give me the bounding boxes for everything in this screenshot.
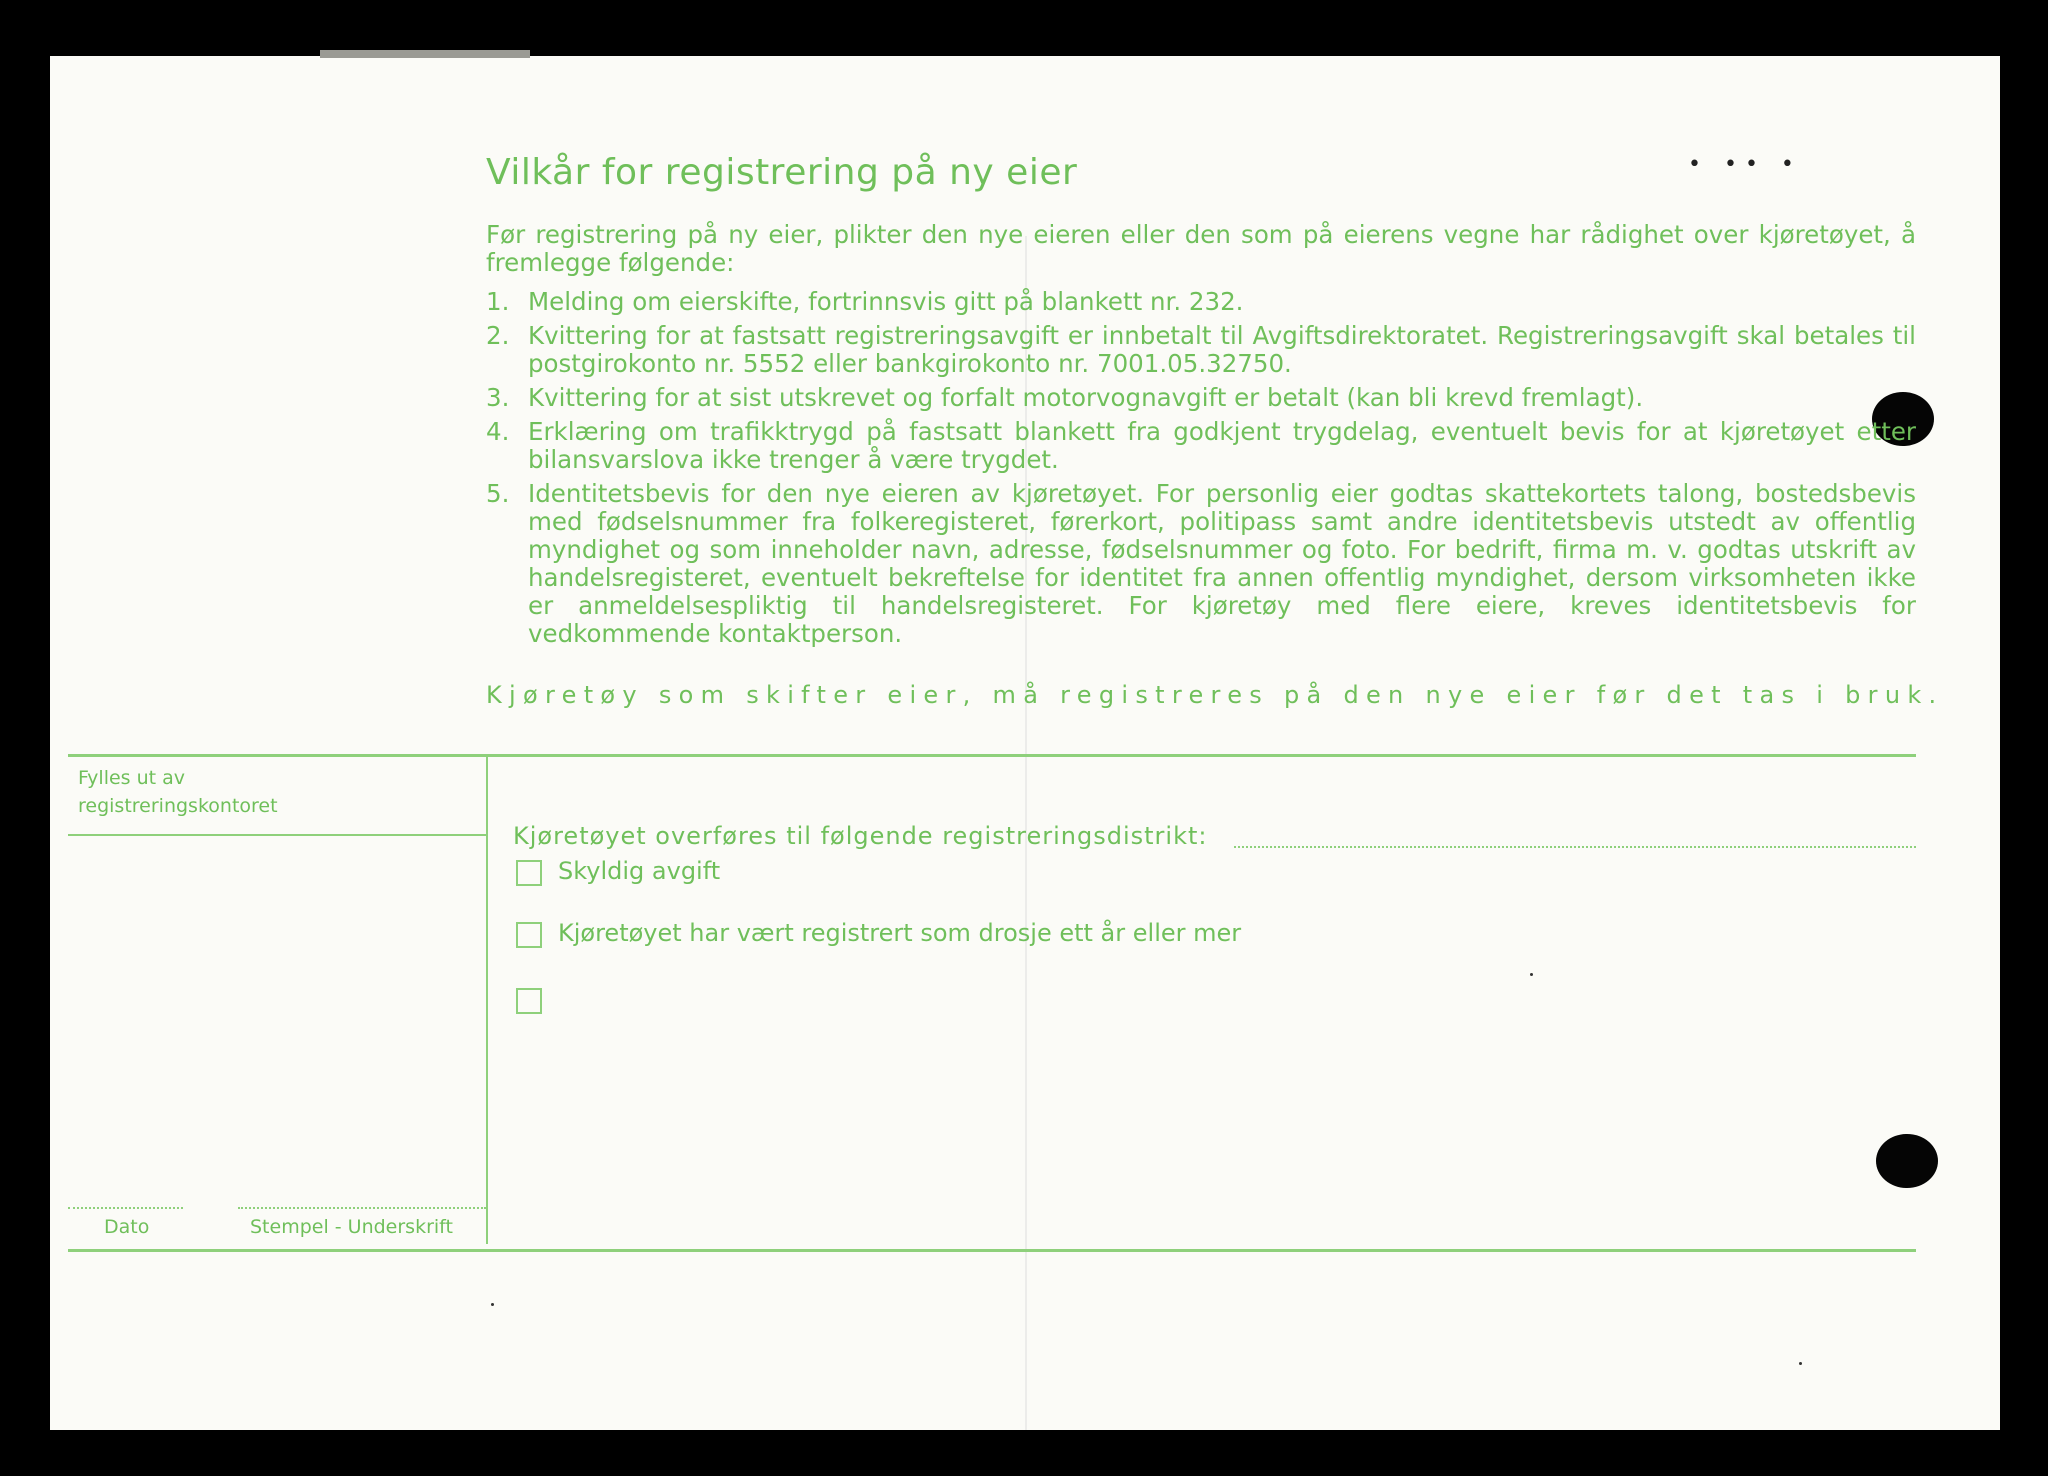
list-item [486, 384, 1916, 412]
item-number: 3. [486, 383, 510, 412]
item-number: 4. [486, 417, 510, 446]
item-number: 5. [486, 479, 510, 508]
punch-hole [1876, 1134, 1938, 1188]
district-label: Kjøretøyet overføres til følgende registreringsdistrikt: [513, 822, 1208, 850]
checkbox-label-skyldig-avgift: Skyldig avgift [558, 857, 721, 885]
intro-paragraph: Før registrering på ny eier, plikter den nye eieren eller den som på eierens vegne har rådighet over kjøretøyet, å fremlegge følgende: [486, 220, 1916, 277]
checkbox-blank[interactable] [516, 988, 542, 1014]
ink-speck [1799, 1362, 1802, 1365]
item-text: Identitetsbevis for den nye eieren av kjøretøyet. For personlig eier godtas skattekortets talong, bostedsbevis med fødselsnummer fra folkeregisteret, førerkort, politipass samt andre identitetsbevis utstedt av offentlig myndighet og som inneholder navn, adresse, fødselsnummer og foto. For bedrift, firma m. v. godtas utskrift av handelsregisteret, eventuelt bekreftelse for identitet fra annen offentlig myndighet, dersom virksomheten ikke er anmeldelsespliktig til handelsregisteret. For kjøretøy med flere eiere, kreves identitetsbevis for vedkommende kontaktperson. [528, 479, 1916, 648]
ink-speck [491, 1303, 494, 1306]
office-label [78, 764, 278, 820]
item-text: Erklæring om trafikktrygd på fastsatt blankett fra godkjent trygdelag, eventuelt bevis for at kjøretøyet etter bilansvarslova ikke trenger å være trygdet. [528, 417, 1916, 474]
stamp-signature-label: Stempel - Underskrift [250, 1216, 453, 1238]
item-number: 2. [486, 321, 510, 350]
item-text: Melding om eierskifte, fortrinnsvis gitt på blankett nr. 232. [528, 287, 1244, 316]
footer-note: Kjøretøy som skifter eier, må registreres på den nye eier før det tas i bruk. [486, 681, 1944, 709]
column-divider [486, 756, 488, 1244]
form-page [50, 56, 2000, 1430]
checkbox-skyldig-avgift[interactable] [516, 860, 542, 886]
checkbox-drosje[interactable] [516, 922, 542, 948]
list-item [486, 322, 1916, 378]
requirements-list [486, 288, 1916, 654]
tape-strip [320, 50, 530, 58]
ink-speck [1530, 973, 1533, 976]
list-item [486, 480, 1916, 648]
district-field[interactable] [1234, 846, 1916, 848]
list-item [486, 288, 1916, 316]
item-number: 1. [486, 287, 510, 316]
section-divider [68, 754, 1916, 757]
bottom-rule [68, 1249, 1916, 1252]
item-text: Kvittering for at sist utskrevet og forfalt motorvognavgift er betalt (kan bli krevd fremlagt). [528, 383, 1644, 412]
date-label: Dato [104, 1216, 150, 1238]
date-line[interactable] [68, 1207, 183, 1209]
office-label-line2: registreringskontoret [78, 795, 278, 817]
office-label-line1: Fylles ut av [78, 767, 186, 789]
signature-line[interactable] [238, 1207, 486, 1209]
office-label-rule [68, 834, 486, 836]
item-text: Kvittering for at fastsatt registreringsavgift er innbetalt til Avgiftsdirektoratet. Registreringsavgift skal betales til postgirokonto nr. 5552 eller bankgirokonto nr. 7001.05.32750. [528, 321, 1916, 378]
form-title: Vilkår for registrering på ny eier [486, 152, 1078, 193]
checkbox-label-drosje: Kjøretøyet har vært registrert som drosje ett år eller mer [558, 919, 1242, 947]
list-item [486, 418, 1916, 474]
ink-specks: • •• • [1688, 152, 1802, 177]
